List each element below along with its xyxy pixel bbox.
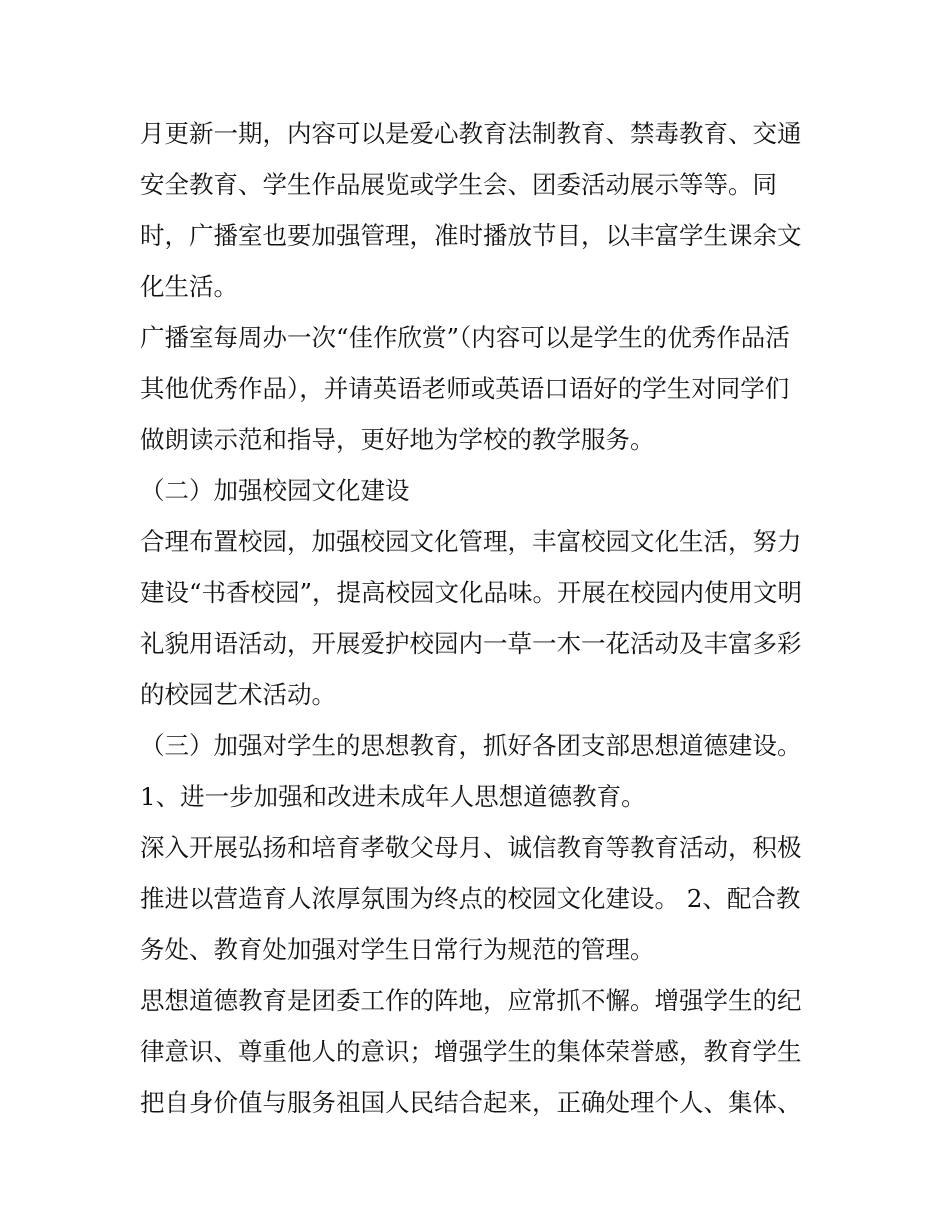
text-line: 的校园艺术活动。 [140, 680, 336, 709]
text-line: 广播室每周办一次“佳作欣赏”（内容可以是学生的优秀作品活 [140, 323, 790, 352]
text-line: 礼貌用语活动，开展爱护校园内一草一木一花活动及丰富多彩 [140, 629, 802, 658]
text-line: 深入开展弘扬和培育孝敬父母月、诚信教育等教育活动，积极 [140, 833, 802, 862]
text-line: 时，广播室也要加强管理，准时播放节目，以丰富学生课余文 [140, 221, 802, 250]
text-line: 做朗读示范和指导，更好地为学校的教学服务。 [140, 425, 655, 454]
text-line: 思想道德教育是团委工作的阵地，应常抓不懈。增强学生的纪 [140, 986, 802, 1015]
text-line: 务处、教育处加强对学生日常行为规范的管理。 [140, 935, 655, 964]
text-line: 其他优秀作品），并请英语老师或英语口语好的学生对同学们 [140, 374, 790, 403]
document-body [140, 108, 812, 1128]
text-line: 律意识、尊重他人的意识；增强学生的集体荣誉感，教育学生 [140, 1037, 802, 1066]
text-line: 推进以营造育人浓厚氛围为终点的校园文化建设。 2、配合教 [140, 884, 801, 913]
section-heading: （二）加强校园文化建设 [140, 476, 410, 505]
text-line: 化生活。 [140, 272, 238, 301]
text-line: 建设“书香校园”，提高校园文化品味。开展在校园内使用文明 [140, 578, 803, 607]
text-line: 把自身价值与服务祖国人民结合起来，正确处理个人、集体、 [140, 1088, 802, 1117]
text-line: 月更新一期，内容可以是爱心教育法制教育、禁毒教育、交通 [140, 119, 802, 148]
text-line: 安全教育、学生作品展览或学生会、团委活动展示等等。同 [140, 170, 777, 199]
sub-heading: 1、进一步加强和改进未成年人思想道德教育。 [140, 782, 646, 811]
text-line: 合理布置校园，加强校园文化管理，丰富校园文化生活，努力 [140, 527, 802, 556]
section-heading: （三）加强对学生的思想教育，抓好各团支部思想道德建设。 [140, 731, 802, 760]
